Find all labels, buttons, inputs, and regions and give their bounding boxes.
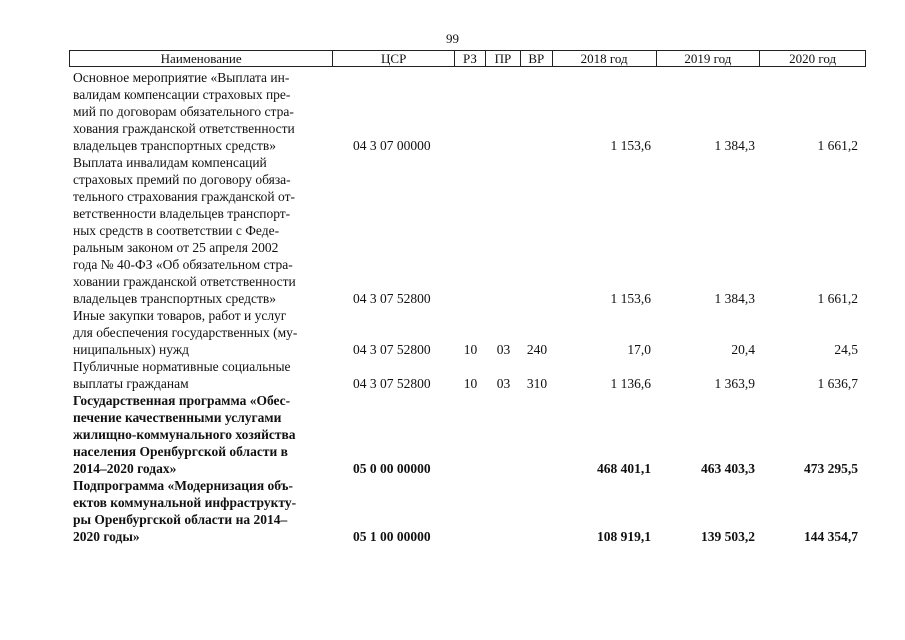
header-2020: 2020 год — [789, 51, 837, 66]
row-2019: 139 503,2 — [701, 529, 755, 544]
row-2020: 24,5 — [834, 342, 858, 357]
row-2020: 1 661,2 — [817, 138, 858, 153]
row-csr: 04 3 07 52800 — [353, 342, 431, 357]
row-2020: 1 661,2 — [817, 291, 858, 306]
header-2019: 2019 год — [657, 51, 761, 66]
row-2019: 1 384,3 — [714, 291, 755, 306]
row-2020: 473 295,5 — [804, 461, 858, 476]
page-number: 99 — [446, 31, 459, 46]
header-name: Наименование — [70, 51, 333, 66]
header-csr: ЦСР — [333, 51, 455, 66]
row-2018: 1 153,6 — [610, 291, 651, 306]
row-2018: 468 401,1 — [597, 461, 651, 476]
header-pr: ПР — [486, 51, 521, 66]
table-row — [69, 69, 866, 154]
row-csr: 05 0 00 00000 — [353, 461, 431, 476]
row-2018: 17,0 — [627, 342, 651, 357]
row-name: Публичные нормативные социальные выплаты гражданам — [73, 359, 291, 391]
row-2019: 20,4 — [731, 342, 755, 357]
header-2018: 2018 год — [553, 51, 657, 66]
row-name: Основное мероприятие «Выплата ин- валидам компенсации страховых пре- мий по договорам обязательного стра- хования гражданской ответственности владельцев транспортных средств» — [73, 70, 295, 153]
row-name: Выплата инвалидам компенсаций страховых премий по договору обяза- тельного страхования гражданской от- ветственности владельцев транспорт- ных средств в соответствии с Феде- ральным законом от 25 апреля 2002 года № 40-ФЗ «Об обязательном стра- ховании гражданской ответственности владельцев транспортных средств» — [73, 155, 296, 306]
row-2018: 108 919,1 — [597, 529, 651, 544]
row-2020: 1 636,7 — [817, 376, 858, 391]
row-pr: 03 — [496, 376, 511, 391]
row-name: Иные закупки товаров, работ и услуг для обеспечения государственных (му- ниципальных) нужд — [73, 308, 298, 357]
table-body — [69, 69, 866, 545]
table-header — [69, 50, 866, 67]
row-csr: 04 3 07 00000 — [353, 138, 431, 153]
row-pr: 03 — [496, 342, 511, 357]
table-row — [69, 477, 866, 545]
table-row — [69, 154, 866, 307]
row-2019: 1 363,9 — [714, 376, 755, 391]
table-row — [69, 307, 866, 358]
row-name: Подпрограмма «Модернизация объ- ектов коммунальной инфраструкту- ры Оренбургской области на 2014– 2020 годы» — [73, 478, 297, 544]
table-row — [69, 392, 866, 477]
row-rz: 10 — [463, 376, 478, 391]
row-2020: 144 354,7 — [804, 529, 858, 544]
row-vr: 310 — [526, 376, 548, 391]
row-vr: 240 — [526, 342, 548, 357]
table-row — [69, 358, 866, 392]
row-name: Государственная программа «Обес- печение качественными услугами жилищно-коммунального хозяйства населения Оренбургской области в 2014–2020 годах» — [73, 393, 296, 476]
row-csr: 05 1 00 00000 — [353, 529, 431, 544]
row-csr: 04 3 07 52800 — [353, 376, 431, 391]
row-csr: 04 3 07 52800 — [353, 291, 431, 306]
header-rz: РЗ — [455, 51, 486, 66]
row-rz: 10 — [463, 342, 478, 357]
row-2018: 1 153,6 — [610, 138, 651, 153]
row-2019: 1 384,3 — [714, 138, 755, 153]
row-2018: 1 136,6 — [610, 376, 651, 391]
header-vr: ВР — [521, 51, 553, 66]
row-2019: 463 403,3 — [701, 461, 755, 476]
